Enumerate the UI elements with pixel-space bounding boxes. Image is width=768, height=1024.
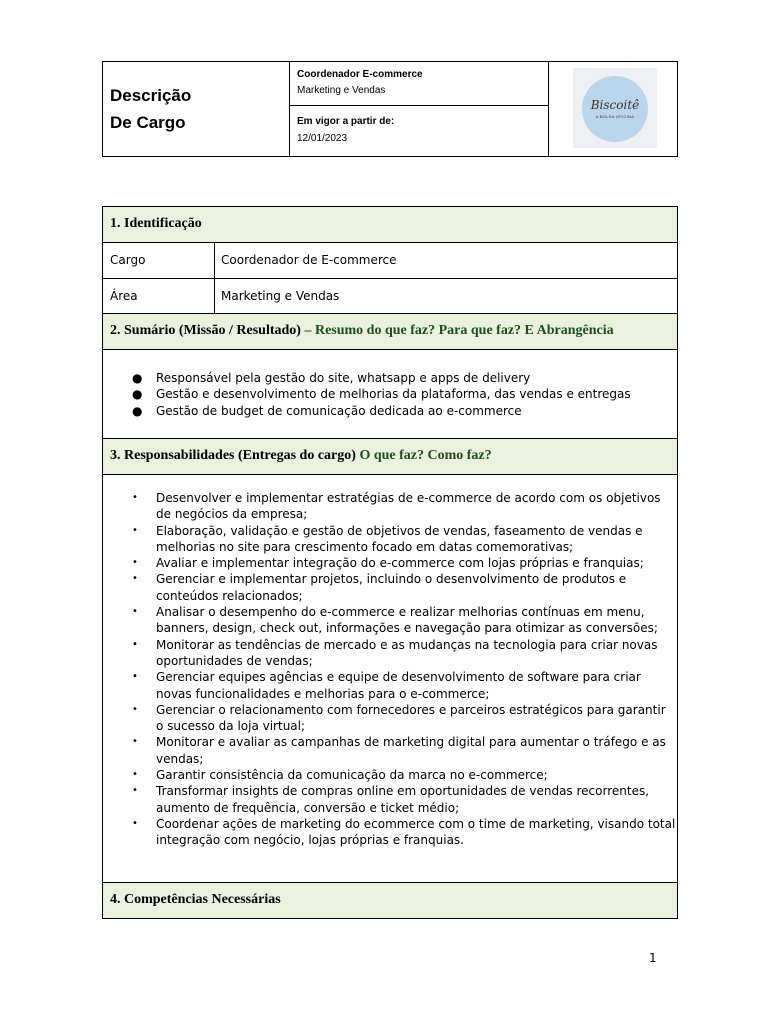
header-role-row: [290, 62, 548, 106]
section-summary-body: [103, 350, 677, 439]
list-item: • Monitorar as tendências de mercado e as mudanças na tecnologia para criar novas oportunidades de vendas;: [132, 637, 658, 668]
header-info-cell: [290, 62, 549, 156]
header-role: Coordenador E-commerce: [297, 69, 423, 80]
section-summary-header: [103, 314, 677, 350]
list-item: • Monitorar e avaliar as campanhas de marketing digital para aumentar o tráfego e as vendas;: [132, 735, 666, 766]
list-item: • Analisar o desempenho do e-commerce e realizar melhorias contínuas em menu, banners, design, check out, informações e navegação para otimizar as conversões;: [132, 605, 658, 636]
section-competencies-header: [103, 883, 677, 918]
identification-row-area: [103, 279, 677, 314]
document-header: [102, 61, 678, 157]
section-summary-title: [110, 323, 614, 339]
cargo-value: Coordenador de E-commerce: [221, 253, 397, 267]
summary-list: [103, 370, 676, 419]
responsibilities-title-main: 3. Responsabilidades (Entregas do cargo): [110, 448, 356, 463]
identification-row-cargo: [103, 243, 677, 279]
header-title-cell: [103, 62, 290, 156]
section-identification-title: 1. Identificação: [110, 216, 202, 231]
area-label: Área: [110, 289, 138, 303]
section-identification-header: [103, 207, 677, 243]
section-competencies-title: 4. Competências Necessárias: [110, 892, 281, 907]
list-item: • Desenvolver e implementar estratégias de e-commerce de acordo com os objetivos de negócios da empresa;: [132, 491, 661, 522]
list-item: • Garantir consistência da comunicação da marca no e-commerce;: [132, 768, 548, 783]
list-item: • Elaboração, validação e gestão de objetivos de vendas, faseamento de vendas e melhorias no site para crescimento focado em datas comemorativas;: [132, 523, 643, 554]
responsibilities-list: [103, 490, 676, 849]
list-item: • Transformar insights de compras online em oportunidades de vendas recorrentes, aumento de frequência, conversão e ticket médio;: [132, 784, 650, 815]
list-item: • Gerenciar o relacionamento com fornecedores e parceiros estratégicos para garantir o sucesso da loja virtual;: [132, 702, 666, 734]
job-description-table: [102, 206, 678, 919]
area-value: Marketing e Vendas: [221, 289, 340, 303]
list-item: • Coordenar ações de marketing do ecommerce com o time de marketing, visando total integração com negócio, lojas próprias e franquias.: [132, 816, 676, 848]
page-number: 1: [649, 951, 657, 965]
header-department: Marketing e Vendas: [297, 85, 386, 96]
section-responsibilities-body: [103, 475, 677, 883]
section-responsibilities-title: [110, 448, 492, 464]
effective-label: Em vigor a partir de:: [297, 116, 395, 127]
list-item: • Gerenciar e implementar projetos, incluindo o desenvolvimento de produtos e conteúdos relacionados;: [132, 572, 627, 603]
list-item: ● Gestão de budget de comunicação dedicada ao e-commerce: [132, 403, 522, 418]
effective-date: 12/01/2023: [297, 133, 348, 144]
list-item: ● Gestão e desenvolvimento de melhorias da plataforma, das vendas e entregas: [132, 387, 631, 402]
doc-title-line1: Descrição: [110, 86, 192, 105]
cargo-label: Cargo: [110, 253, 146, 267]
logo-subtext: A BOLSA OFICINA: [595, 114, 635, 119]
company-logo: [573, 68, 657, 148]
list-item: ● Responsável pela gestão do site, whatsapp e apps de delivery: [132, 371, 531, 385]
list-item: • Avaliar e implementar integração do e-commerce com lojas próprias e franquias;: [132, 556, 644, 571]
summary-title-question: – Resumo do que faz? Para que faz? E Abrangência: [300, 323, 614, 338]
doc-title-line2: De Cargo: [110, 113, 186, 132]
header-logo-cell: [549, 62, 677, 156]
responsibilities-title-question: O que faz? Como faz?: [355, 448, 492, 463]
logo-brand-text: Biscoitê: [590, 98, 640, 112]
list-item: • Gerenciar equipes agências e equipe de desenvolvimento de software para criar novas funcionalidades e melhorias para o e-commerce;: [132, 670, 641, 701]
section-responsibilities-header: [103, 439, 677, 475]
summary-title-main: 2. Sumário (Missão / Resultado): [110, 323, 301, 338]
